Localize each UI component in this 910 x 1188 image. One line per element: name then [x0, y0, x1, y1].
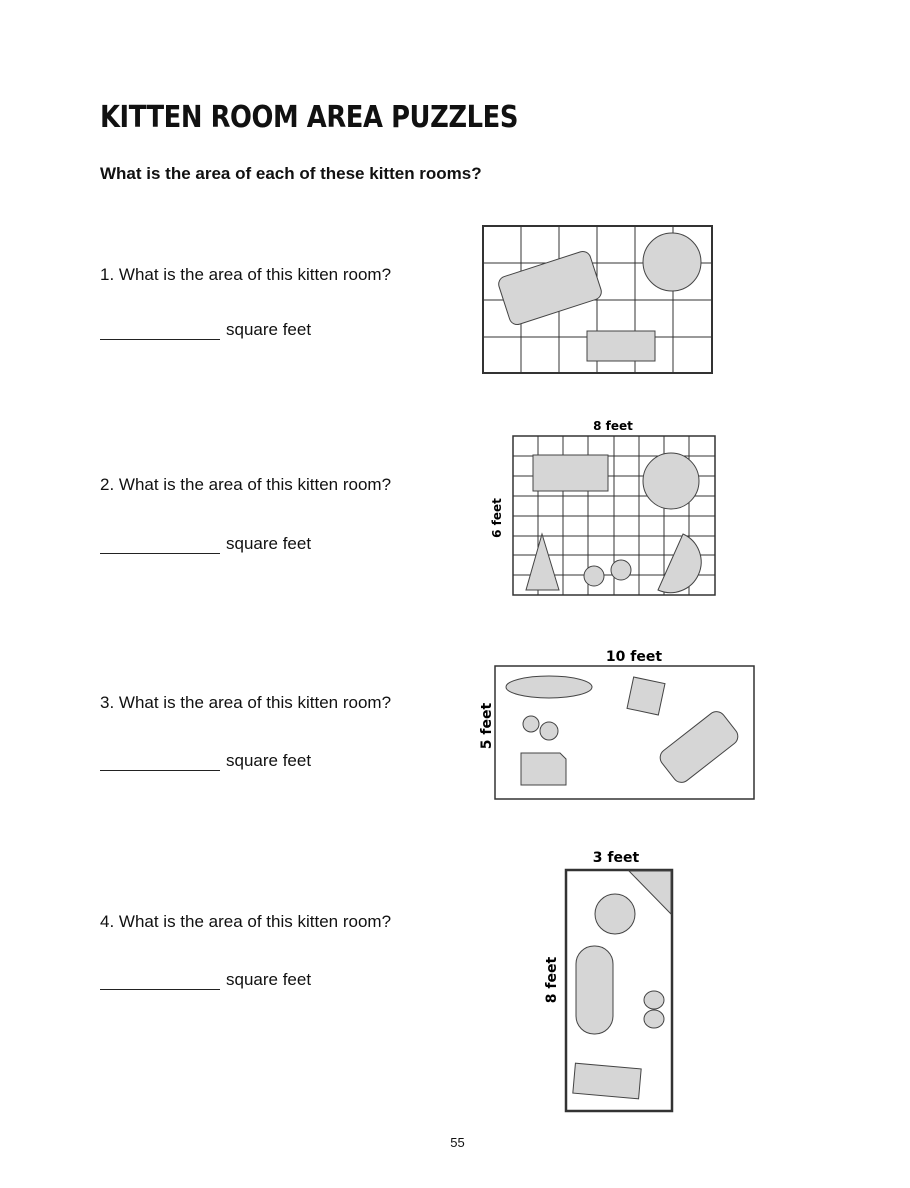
- room-2-grid-diagram: [484, 414, 724, 600]
- room-2-figure: [484, 414, 724, 600]
- question-2-prompt: 2. What is the area of this kitten room?: [100, 475, 392, 494]
- room-2-width-label: 8 feet: [593, 419, 633, 433]
- answer-unit: square feet: [226, 970, 312, 989]
- room-3-width-label: 10 feet: [605, 649, 663, 665]
- room-4-figure: [538, 846, 680, 1116]
- answer-unit: square feet: [226, 320, 312, 339]
- room-3-room-diagram: [476, 644, 760, 804]
- question-3-prompt: 3. What is the area of this kitten room?: [100, 693, 392, 712]
- page-number: 55: [450, 1135, 465, 1150]
- room-1-grid-diagram: [482, 225, 714, 375]
- question-4-answer: [100, 970, 311, 990]
- room-1-figure: [482, 225, 714, 375]
- room-3-height-label: 5 feet: [479, 702, 495, 750]
- question-1-answer: [100, 320, 311, 340]
- question-3-answer: [100, 751, 311, 771]
- room-3-figure: [476, 644, 760, 804]
- answer-unit: square feet: [226, 751, 312, 770]
- room-4-width-label: 3 feet: [592, 850, 640, 866]
- answer-blank-2[interactable]: [100, 535, 220, 554]
- answer-blank-1[interactable]: [100, 321, 220, 340]
- answer-unit: square feet: [226, 534, 312, 553]
- instructions: What is the area of each of these kitten rooms?: [100, 164, 482, 183]
- page-title: KITTEN ROOM AREA PUZZLES: [100, 100, 518, 135]
- question-2-answer: [100, 534, 311, 554]
- room-4-room-diagram: [538, 846, 680, 1116]
- question-4-prompt: 4. What is the area of this kitten room?: [100, 912, 392, 931]
- answer-blank-3[interactable]: [100, 752, 220, 771]
- room-4-height-label: 8 feet: [544, 956, 560, 1004]
- question-1-prompt: 1. What is the area of this kitten room?: [100, 265, 392, 284]
- answer-blank-4[interactable]: [100, 971, 220, 990]
- room-2-height-label: 6 feet: [490, 498, 504, 538]
